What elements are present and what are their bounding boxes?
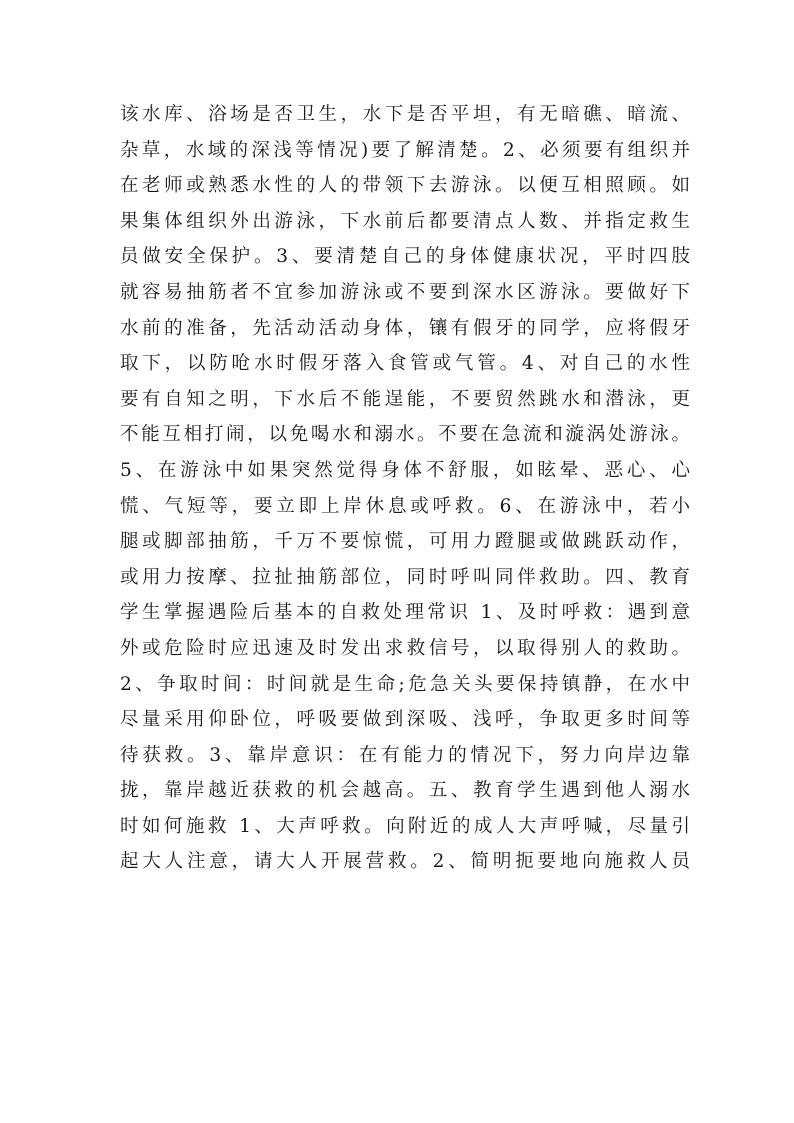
text-line: 慌、气短等，要立即上岸休息或呼救。6、在游泳中，若小 <box>120 495 690 517</box>
text-line: 在老师或熟悉水性的人的带领下去游泳。以便互相照顾。如 <box>120 175 690 197</box>
text-line: 待获救。3、靠岸意识：在有能力的情况下，努力向岸边靠 <box>120 744 690 766</box>
text-line: 不能互相打闹，以免喝水和溺水。不要在急流和漩涡处游泳。 <box>120 424 690 446</box>
text-line: 员做安全保护。3、要清楚自己的身体健康状况，平时四肢 <box>120 246 690 268</box>
text-line: 杂草，水域的深浅等情况)要了解清楚。2、必须要有组织并 <box>120 139 690 161</box>
text-line: 外或危险时应迅速及时发出求救信号，以取得别人的救助。 <box>120 637 690 659</box>
text-line: 学生掌握遇险后基本的自救处理常识 1、及时呼救：遇到意 <box>120 602 690 624</box>
body-text <box>120 97 690 880</box>
text-line: 2、争取时间：时间就是生命;危急关头要保持镇静，在水中 <box>120 673 690 695</box>
text-line: 要有自知之明，下水后不能逞能，不要贸然跳水和潜泳，更 <box>120 388 690 410</box>
text-line: 或用力按摩、拉扯抽筋部位，同时呼叫同伴救助。四、教育 <box>120 566 690 588</box>
text-line: 果集体组织外出游泳，下水前后都要清点人数、并指定救生 <box>120 210 690 232</box>
text-line: 5、在游泳中如果突然觉得身体不舒服，如眩晕、恶心、心 <box>120 459 690 481</box>
text-line: 尽量采用仰卧位，呼吸要做到深吸、浅呼，争取更多时间等 <box>120 709 690 731</box>
text-line: 就容易抽筋者不宜参加游泳或不要到深水区游泳。要做好下 <box>120 281 690 303</box>
text-line: 水前的准备，先活动活动身体，镶有假牙的同学，应将假牙 <box>120 317 690 339</box>
text-line: 时如何施救 1、大声呼救。向附近的成人大声呼喊，尽量引 <box>120 815 690 837</box>
text-line: 腿或脚部抽筋，千万不要惊慌，可用力蹬腿或做跳跃动作， <box>120 531 690 553</box>
text-line: 取下，以防呛水时假牙落入食管或气管。4、对自己的水性 <box>120 353 690 375</box>
text-line: 该水库、浴场是否卫生，水下是否平坦，有无暗礁、暗流、 <box>120 104 690 125</box>
text-line: 拢，靠岸越近获救的机会越高。五、教育学生遇到他人溺水 <box>120 780 690 802</box>
text-line: 起大人注意，请大人开展营救。2、简明扼要地向施救人员 <box>120 851 690 873</box>
